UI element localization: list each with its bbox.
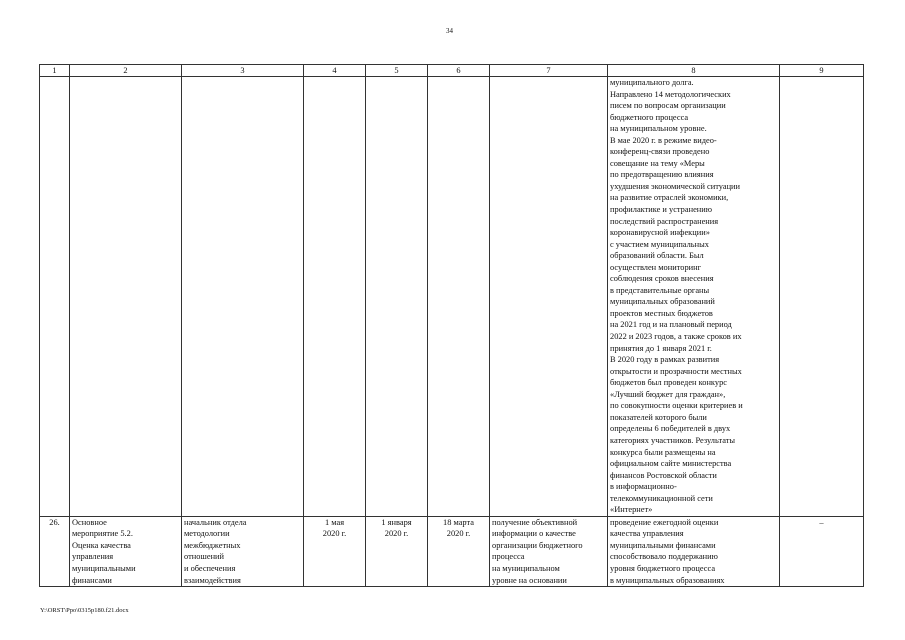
text-line: и обеспечения <box>184 563 236 573</box>
column-header: 2 <box>70 65 182 77</box>
text-line: в муниципальных образованиях <box>610 575 725 585</box>
text-line: информации о качестве <box>492 529 576 539</box>
text-line: определены 6 победителей в двух <box>610 424 731 434</box>
text-line: управления <box>72 552 114 562</box>
text-line: принятия до 1 января 2021 г. <box>610 343 712 353</box>
text-line: 2022 и 2023 годов, а также сроков их <box>610 332 742 342</box>
text-line: по предотвращению влияния <box>610 170 714 180</box>
text-line: межбюджетных <box>184 540 241 550</box>
row-number: 26. <box>40 516 70 586</box>
result-text-cell <box>608 77 780 517</box>
text-line: качества управления <box>610 529 684 539</box>
column-header: 5 <box>366 65 428 77</box>
text-line: ухудшения экономической ситуации <box>610 181 741 191</box>
text-line: коронавирусной инфекции» <box>610 228 710 238</box>
text-line: Направлено 14 методологических <box>610 89 731 99</box>
text-line: последствий распространения <box>610 216 719 226</box>
text-line: писем по вопросам организации <box>610 101 726 111</box>
text-line: муниципальными финансами <box>610 540 716 550</box>
text-line: открытости и прозрачности местных <box>610 366 742 376</box>
text-line: «Лучший бюджет для граждан», <box>610 389 726 399</box>
text-line: 1 мая <box>324 517 345 527</box>
text-line: телекоммуникационной сети <box>610 493 713 503</box>
text-line: начальник отдела <box>184 517 247 527</box>
text-line: образований области. Был <box>610 251 704 261</box>
activity-name-cell <box>70 516 182 586</box>
page-number: 34 <box>446 27 453 35</box>
text-line: Основное <box>72 517 107 527</box>
column-header-row <box>40 65 864 77</box>
report-table <box>39 64 864 587</box>
text-line: способствовало поддержанию <box>610 552 718 562</box>
text-line: взаимодействия <box>184 575 241 585</box>
text-line: 2020 г. <box>384 529 409 539</box>
text-line: 2020 г. <box>446 529 471 539</box>
text-line: осуществлен мониторинг <box>610 262 702 272</box>
text-line: на муниципальном <box>492 563 560 573</box>
text-line: официальном сайте министерства <box>610 459 732 469</box>
text-line: в информационно- <box>610 482 677 492</box>
text-line: 18 марта <box>443 517 474 527</box>
text-line: проведение ежегодной оценки <box>610 517 719 527</box>
continuation-row <box>40 77 864 517</box>
text-line: финансами <box>72 575 112 585</box>
text-line: уровне на основании <box>492 575 567 585</box>
text-line: соблюдения сроков внесения <box>610 274 714 284</box>
text-line: бюджетов был проведен конкурс <box>610 378 727 388</box>
text-line: отношений <box>184 552 225 562</box>
text-line: на муниципальном уровне. <box>610 124 707 134</box>
text-line: финансов Ростовской области <box>610 470 717 480</box>
footer-file-path: Y:\ORST\Ppo\0315p180.f21.docx <box>40 607 129 614</box>
text-line: 2020 г. <box>322 529 347 539</box>
column-header: 4 <box>304 65 366 77</box>
planned-end-date-cell <box>304 516 366 586</box>
text-line: муниципальных образований <box>610 297 715 307</box>
text-line: уровня бюджетного процесса <box>610 563 716 573</box>
text-line: 1 января <box>381 517 412 527</box>
text-line: процесса <box>492 552 525 562</box>
table-row <box>40 516 864 586</box>
text-line: с участием муниципальных <box>610 239 709 249</box>
column-header: 7 <box>490 65 608 77</box>
actual-result-cell <box>608 516 780 586</box>
text-line: конкурса были размещены на <box>610 447 716 457</box>
text-line: методологии <box>184 529 230 539</box>
text-line: получение объективной <box>492 517 578 527</box>
responsible-cell <box>182 516 304 586</box>
text-line: Оценка качества <box>72 540 131 550</box>
text-line: мероприятие 5.2. <box>72 529 133 539</box>
text-line: организации бюджетного <box>492 540 583 550</box>
column-header: 9 <box>780 65 864 77</box>
text-line: «Интернет» <box>610 505 653 515</box>
planned-result-cell <box>490 516 608 586</box>
text-line: на 2021 год и на плановый период <box>610 320 732 330</box>
text-line: показателей которого были <box>610 412 707 422</box>
text-line: бюджетного процесса <box>610 112 689 122</box>
column-header: 8 <box>608 65 780 77</box>
text-line: конференц-связи проведено <box>610 147 710 157</box>
text-line: В мае 2020 г. в режиме видео- <box>610 135 717 145</box>
text-line: проектов местных бюджетов <box>610 308 713 318</box>
problems-cell: – <box>780 516 864 586</box>
actual-end-date-cell <box>428 516 490 586</box>
text-line: муниципальными <box>72 563 136 573</box>
text-line: муниципального долга. <box>610 78 694 87</box>
text-line: на развитие отраслей экономики, <box>610 193 729 203</box>
actual-start-date-cell <box>366 516 428 586</box>
text-line: совещание на тему «Меры <box>610 158 705 168</box>
text-line: по совокупности оценки критериев и <box>610 401 743 411</box>
text-line: категориях участников. Результаты <box>610 435 736 445</box>
column-header: 1 <box>40 65 70 77</box>
column-header: 3 <box>182 65 304 77</box>
text-line: В 2020 году в рамках развития <box>610 355 720 365</box>
text-line: в представительные органы <box>610 285 710 295</box>
text-line: профилактике и устранению <box>610 205 713 215</box>
column-header: 6 <box>428 65 490 77</box>
